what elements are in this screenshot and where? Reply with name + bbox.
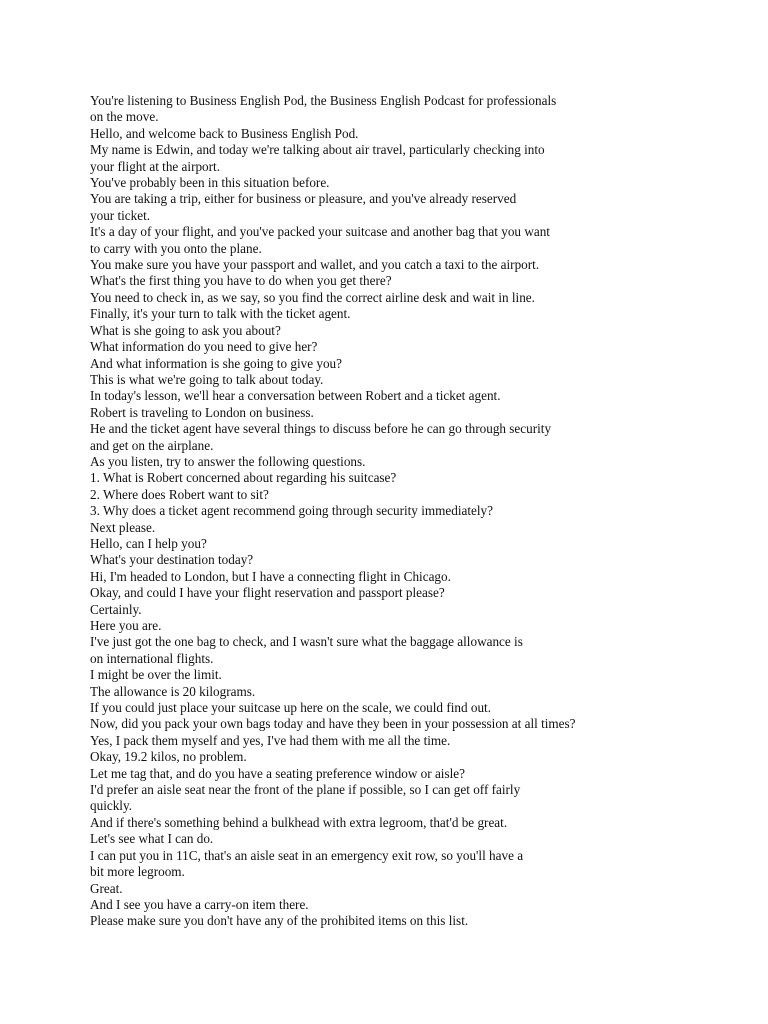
transcript-line: Let's see what I can do. (90, 831, 214, 847)
transcript-line: Yes, I pack them myself and yes, I've had them with me all the time. (90, 732, 451, 748)
transcript-line: 1. What is Robert concerned about regarding his suitcase? (90, 470, 397, 486)
transcript-line: Please make sure you don't have any of the prohibited items on this list. (90, 913, 469, 929)
transcript-line: It's a day of your flight, and you've packed your suitcase and another bag that you want (90, 224, 550, 240)
transcript-line: You've probably been in this situation before. (90, 175, 330, 191)
transcript-line: Hello, and welcome back to Business English Pod. (90, 125, 359, 141)
transcript-line: Certainly. (90, 601, 142, 617)
transcript-line: And if there's something behind a bulkhead with extra legroom, that'd be great. (90, 814, 508, 830)
transcript-line: Okay, and could I have your flight reservation and passport please? (90, 585, 445, 601)
transcript-line: You need to check in, as we say, so you find the correct airline desk and wait in line. (90, 289, 535, 305)
transcript-text (90, 93, 610, 930)
transcript-line: And what information is she going to give you? (90, 355, 342, 371)
transcript-line: I can put you in 11C, that's an aisle seat in an emergency exit row, so you'll have a (90, 847, 524, 863)
transcript-line: Hi, I'm headed to London, but I have a connecting flight in Chicago. (90, 568, 451, 584)
transcript-line: and get on the airplane. (90, 437, 214, 453)
transcript-line: I've just got the one bag to check, and I wasn't sure what the baggage allowance is (90, 634, 523, 650)
transcript-line: to carry with you onto the plane. (90, 240, 262, 256)
transcript-line: The allowance is 20 kilograms. (90, 683, 256, 699)
transcript-line: What is she going to ask you about? (90, 322, 281, 338)
transcript-line: What information do you need to give her? (90, 339, 318, 355)
transcript-line: What's the first thing you have to do when you get there? (90, 273, 392, 289)
transcript-line: Robert is traveling to London on business. (90, 404, 314, 420)
transcript-line: I'd prefer an aisle seat near the front of the plane if possible, so I can get off fairly (90, 782, 521, 798)
transcript-line: I might be over the limit. (90, 667, 222, 683)
transcript-line: He and the ticket agent have several things to discuss before he can go through security (90, 421, 552, 437)
transcript-line: Let me tag that, and do you have a seating preference window or aisle? (90, 765, 465, 781)
transcript-line: My name is Edwin, and today we're talking about air travel, particularly checking into (90, 142, 545, 158)
transcript-line: on international flights. (90, 650, 214, 666)
transcript-line: your ticket. (90, 207, 151, 223)
transcript-line: Okay, 19.2 kilos, no problem. (90, 749, 247, 765)
transcript-line: Finally, it's your turn to talk with the ticket agent. (90, 306, 351, 322)
transcript-line: Hello, can I help you? (90, 535, 207, 551)
transcript-line: 3. Why does a ticket agent recommend going through security immediately? (90, 503, 493, 519)
transcript-line: your flight at the airport. (90, 158, 221, 174)
transcript-line: And I see you have a carry-on item there. (90, 896, 309, 912)
transcript-line: Now, did you pack your own bags today and have they been in your possession at all times? (90, 716, 576, 732)
transcript-line: Next please. (90, 519, 156, 535)
transcript-line: quickly. (90, 798, 132, 814)
transcript-line: 2. Where does Robert want to sit? (90, 486, 269, 502)
transcript-line: You're listening to Business English Pod, the Business English Podcast for professionals (90, 93, 557, 108)
transcript-line: Here you are. (90, 618, 162, 633)
transcript-line: You are taking a trip, either for business or pleasure, and you've already reserved (90, 191, 517, 207)
transcript-line: Great. (90, 880, 123, 896)
transcript-line: This is what we're going to talk about today. (90, 371, 324, 387)
transcript-line: on the move. (90, 109, 159, 125)
transcript-line: What's your destination today? (90, 552, 254, 568)
transcript-line: As you listen, try to answer the following questions. (90, 453, 366, 469)
transcript-line: In today's lesson, we'll hear a conversation between Robert and a ticket agent. (90, 388, 501, 404)
transcript-line: You make sure you have your passport and wallet, and you catch a taxi to the airport. (90, 257, 540, 273)
transcript-line: bit more legroom. (90, 864, 185, 880)
transcript-line: If you could just place your suitcase up here on the scale, we could find out. (90, 700, 492, 716)
